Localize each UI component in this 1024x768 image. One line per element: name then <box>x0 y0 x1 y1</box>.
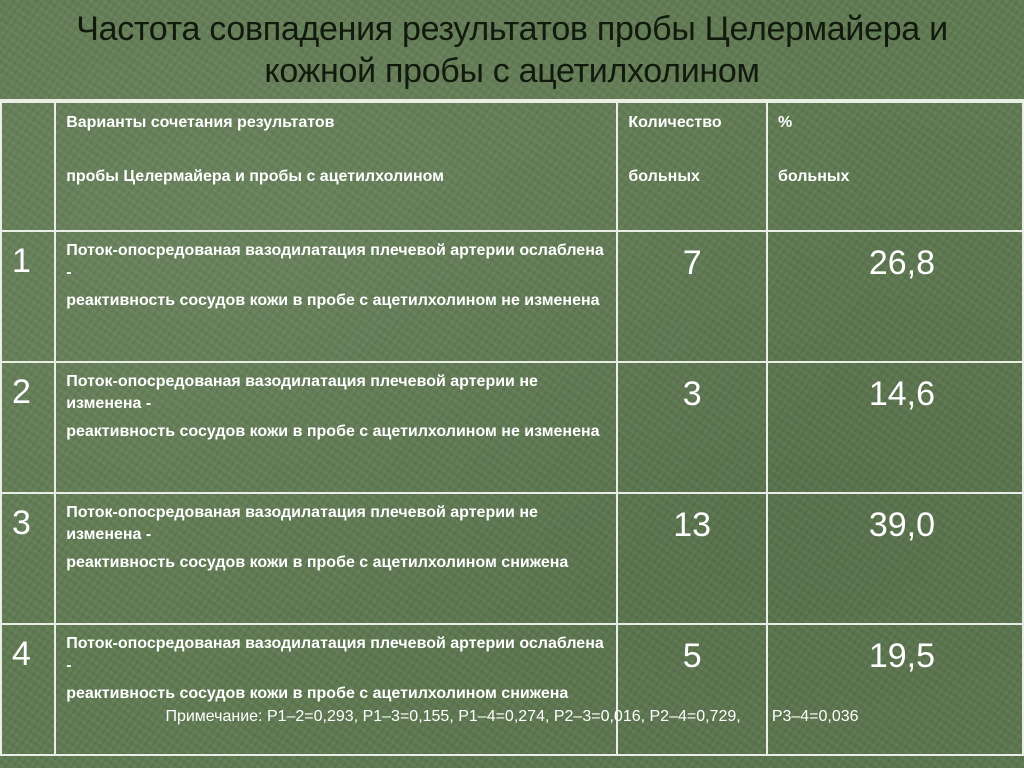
row-number: 1 <box>1 231 55 362</box>
row-variant <box>55 624 617 755</box>
results-table <box>0 101 1024 756</box>
footnote-p-values: Примечание: Р1–2=0,293, Р1–3=0,155, Р1–4=0,274, Р2–3=0,016, Р2–4=0,729, Р3–4=0,036 <box>165 708 859 725</box>
row-percent: 26,8 <box>767 231 1023 362</box>
row-flow-text: Поток-опосредованая вазодилатация плечевой артерии не изменена - <box>66 373 538 412</box>
header-count-line-1: Количество <box>628 114 722 131</box>
header-number-cell <box>1 102 55 231</box>
row-reactivity-text: реактивность сосудов кожи в пробе с ацетилхолином не изменена <box>66 292 600 309</box>
row-count: 7 <box>617 231 767 362</box>
row-percent: 19,5 <box>767 624 1023 755</box>
header-percent-line-2: больных <box>777 168 850 185</box>
row-count: 3 <box>617 362 767 493</box>
row-number: 3 <box>1 493 55 624</box>
header-count-line-2: больных <box>628 168 700 185</box>
row-reactivity-text: реактивность сосудов кожи в пробе с ацетилхолином снижена <box>66 685 569 702</box>
table-row <box>1 624 1023 755</box>
slide-title <box>0 2 1024 98</box>
table-row <box>1 362 1023 493</box>
header-variants-line-1: Варианты сочетания результатов <box>66 114 335 131</box>
slide-title-line-2: кожной пробы с ацетилхолином <box>264 52 760 90</box>
row-reactivity-text: реактивность сосудов кожи в пробе с ацетилхолином снижена <box>66 554 569 571</box>
row-variant <box>55 493 617 624</box>
header-count-cell <box>617 102 767 231</box>
row-number: 4 <box>1 624 55 755</box>
row-count: 5 <box>617 624 767 755</box>
header-variants-cell <box>55 102 617 231</box>
row-flow-text: Поток-опосредованая вазодилатация плечевой артерии ослаблена - <box>66 242 604 281</box>
row-flow-text: Поток-опосредованая вазодилатация плечевой артерии ослаблена - <box>66 635 604 674</box>
table-row <box>1 231 1023 362</box>
table-header-row <box>1 102 1023 231</box>
row-percent: 39,0 <box>767 493 1023 624</box>
slide-title-line-1: Частота совпадения результатов пробы Целермайера и <box>76 10 948 48</box>
row-number: 2 <box>1 362 55 493</box>
row-reactivity-text: реактивность сосудов кожи в пробе с ацетилхолином не изменена <box>66 423 600 440</box>
row-count: 13 <box>617 493 767 624</box>
table-row <box>1 493 1023 624</box>
row-variant <box>55 231 617 362</box>
row-flow-text: Поток-опосредованая вазодилатация плечевой артерии не изменена - <box>66 504 538 543</box>
header-percent-line-1: % <box>777 114 793 131</box>
header-variants-line-2: пробы Целермайера и пробы с ацетилхолином <box>66 168 444 185</box>
header-percent-cell <box>767 102 1023 231</box>
row-variant <box>55 362 617 493</box>
row-percent: 14,6 <box>767 362 1023 493</box>
